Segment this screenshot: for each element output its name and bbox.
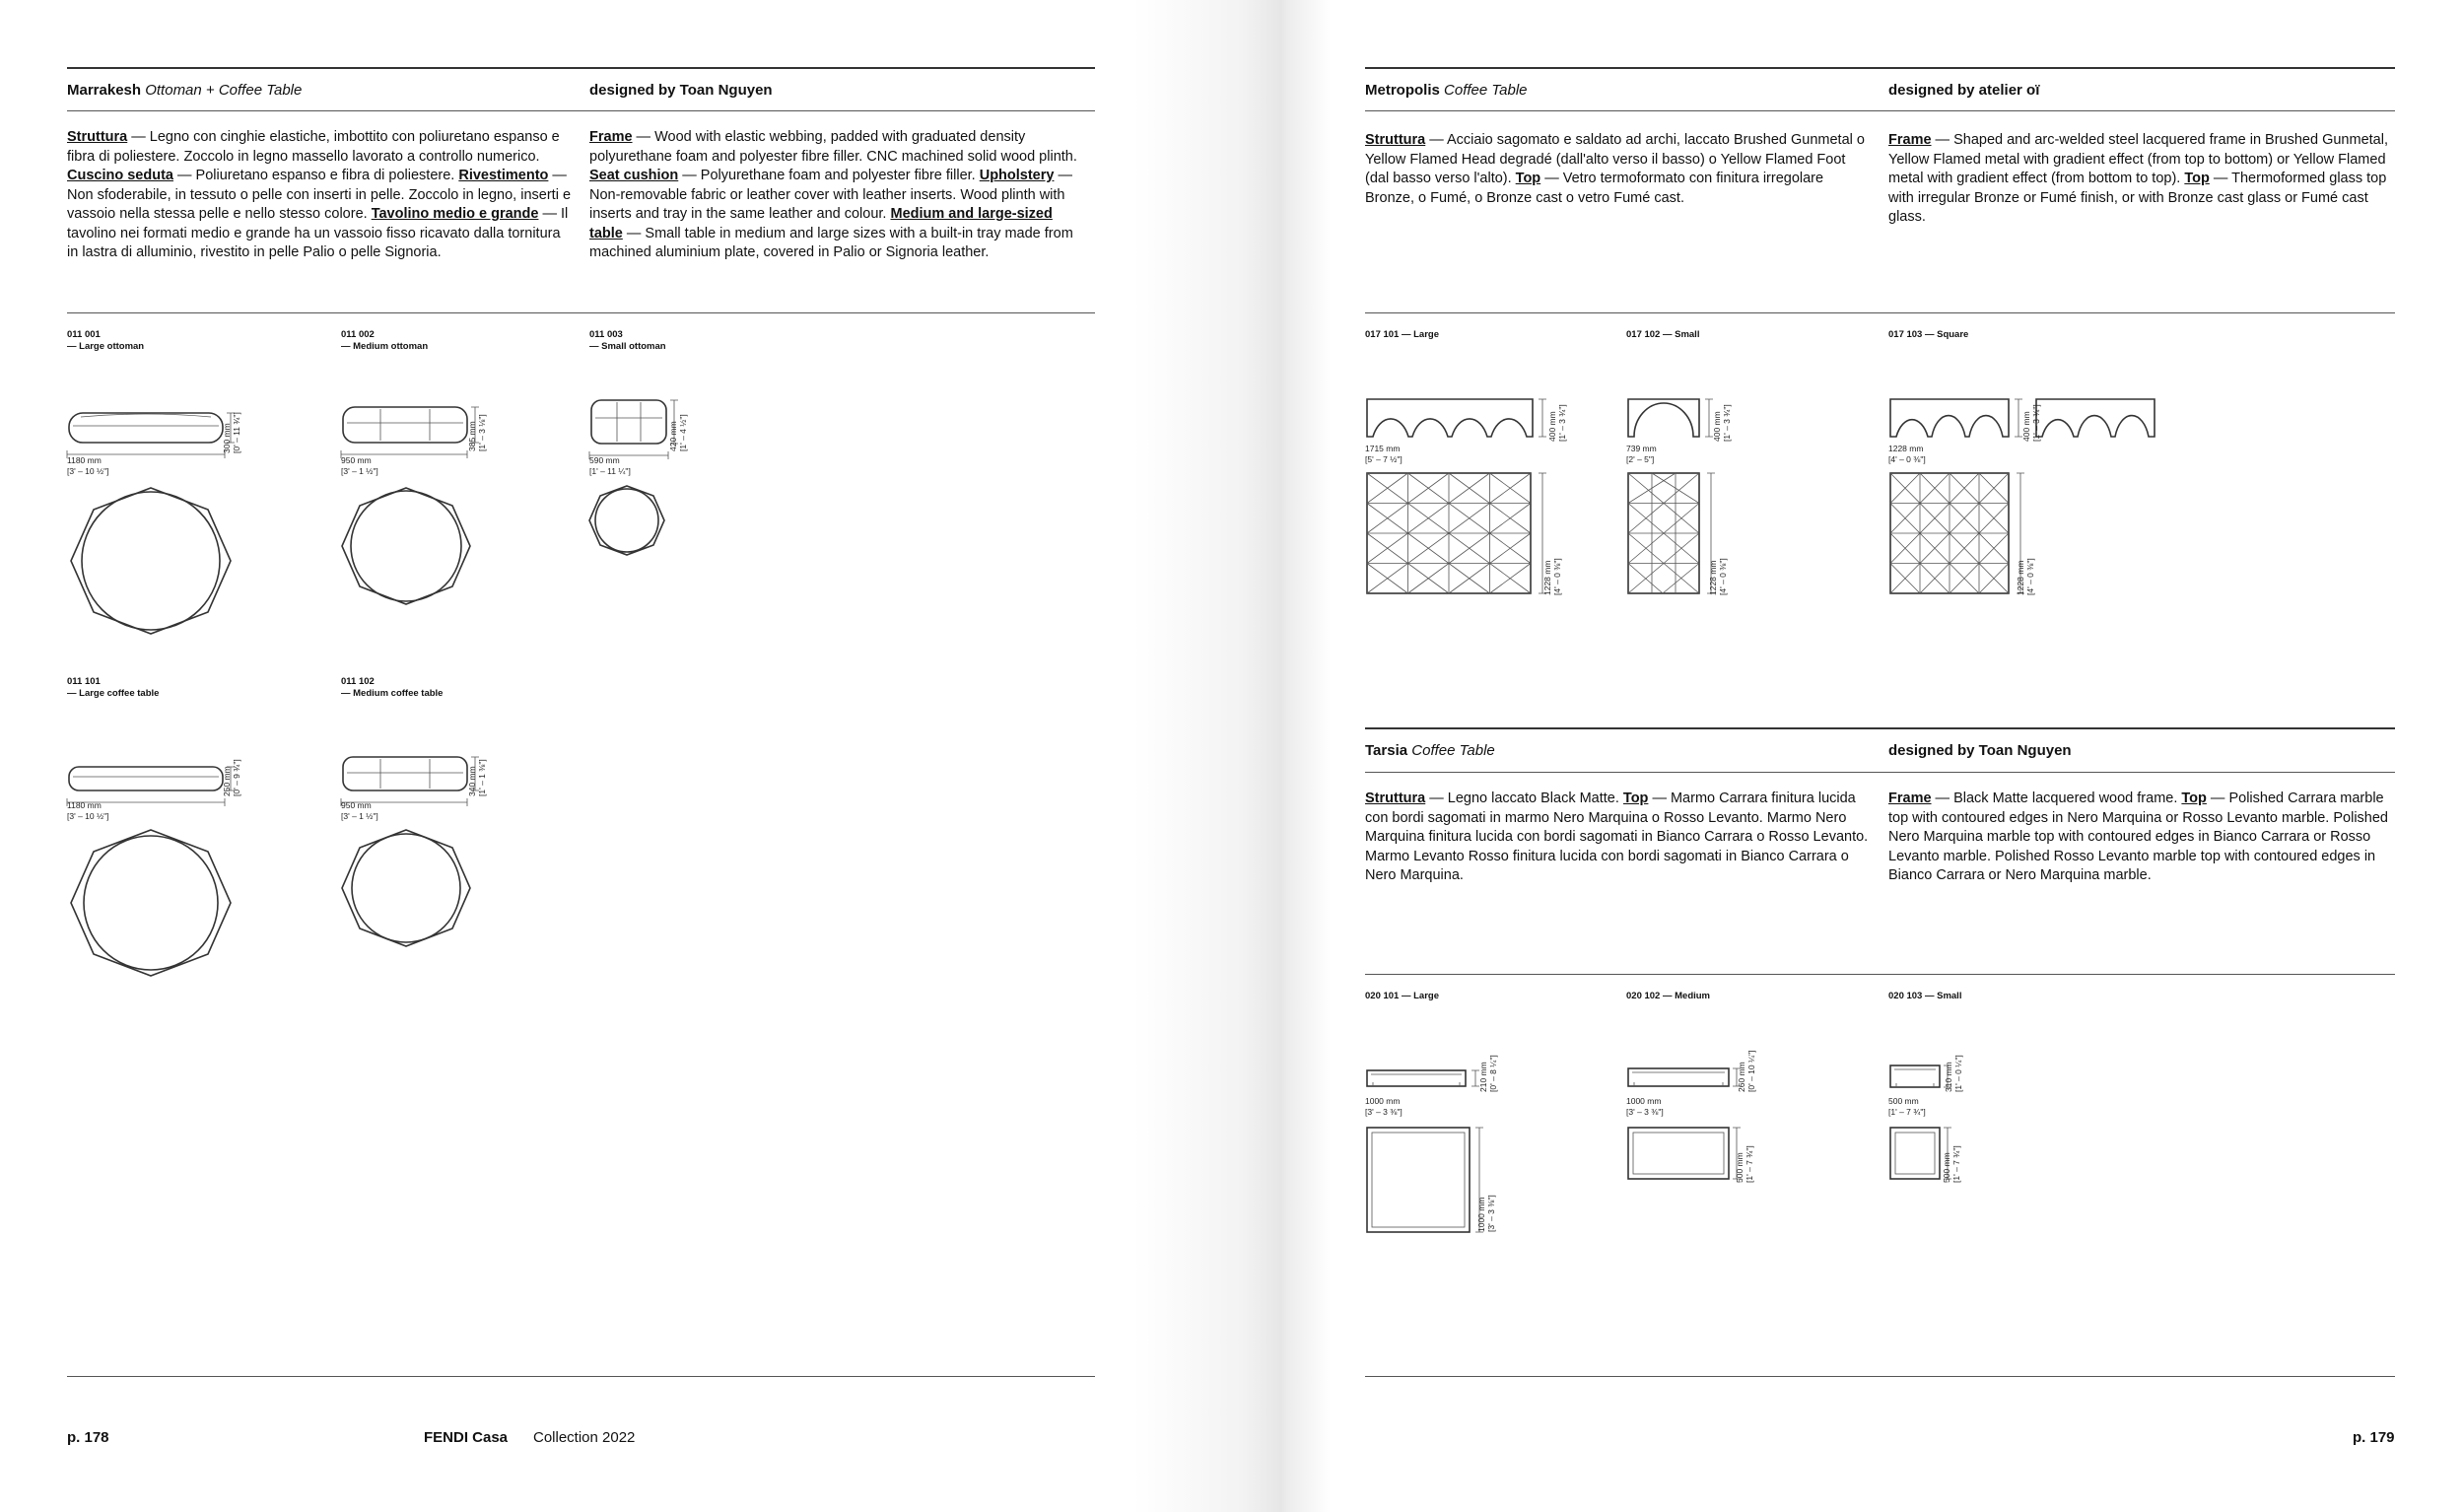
header-rule bbox=[1365, 772, 2395, 773]
width-dim: 739 mm [2' – 5"] bbox=[1626, 444, 1657, 464]
width-dim: 1715 mm [5' – 7 ½"] bbox=[1365, 444, 1403, 464]
header-rule bbox=[67, 110, 1095, 111]
square-table-elevation bbox=[1888, 397, 2076, 442]
large-table-elevation bbox=[1365, 397, 1562, 442]
large-table-plan bbox=[1365, 471, 1562, 599]
width-dim: 500 mm [1' – 7 ¾"] bbox=[1888, 1096, 1926, 1117]
tarsia-medium-elevation bbox=[1626, 1063, 1745, 1094]
depth-dim: 1228 mm [4' – 0 ⅜"] bbox=[1708, 558, 1728, 595]
item-code: 011 003 — Small ottoman bbox=[589, 329, 666, 352]
product-type: Coffee Table bbox=[1444, 82, 1528, 99]
page-number: p. 179 bbox=[2353, 1429, 2395, 1446]
height-dim: 420 mm [1' – 4 ½"] bbox=[668, 414, 688, 451]
depth-dim: 500 mm [1' – 7 ¾"] bbox=[1735, 1145, 1754, 1183]
item-code: 020 103 — Small bbox=[1888, 991, 1962, 1001]
section-rule bbox=[1365, 312, 2395, 313]
brand: FENDI Casa bbox=[424, 1429, 509, 1446]
height-dim: 300 mm [0' – 11 ¾"] bbox=[222, 412, 241, 453]
large-ottoman-elevation bbox=[67, 399, 235, 458]
product-name: Tarsia bbox=[1365, 742, 1408, 759]
height-dim: 385 mm [1' – 3 ⅛"] bbox=[467, 414, 487, 451]
item-code: 017 101 — Large bbox=[1365, 329, 1439, 340]
marrakesh-title bbox=[67, 82, 302, 99]
header-rule bbox=[1365, 110, 2395, 111]
section-rule bbox=[1365, 974, 2395, 975]
width-dim: 1000 mm [3' – 3 ⅜"] bbox=[1626, 1096, 1664, 1117]
item-code: 011 102 — Medium coffee table bbox=[341, 676, 444, 699]
medium-ottoman-elevation bbox=[341, 399, 479, 458]
depth-dim: 1228 mm [4' – 0 ⅜"] bbox=[2016, 558, 2035, 595]
metropolis-description-it: Struttura — Acciaio sagomato e saldato ad archi, laccato Brushed Gunmetal o Yellow Flamed Head degradé (dall'alto verso il basso) o Yellow Flamed Foot (dal basso verso l'alto). Top — Vetro termoformato con finitura irregolare Bronze, o Fumé, o Bronze cast o vetro Fumé cast. bbox=[1365, 132, 1865, 206]
height-dim: 340 mm [1' – 1 ⅜"] bbox=[467, 759, 487, 796]
height-dim: 400 mm [1' – 3 ¾"] bbox=[2021, 404, 2041, 442]
product-type: Coffee Table bbox=[1411, 742, 1495, 759]
footer-rule bbox=[67, 1376, 1095, 1377]
marrakesh-description-it: Struttura — Legno con cinghie elastiche, imbottito con poliuretano espanso e fibra di poliestere. Zoccolo in legno massello lavorato a controllo numerico. Cuscino seduta — Poliuretano espanso e fibra di poliestere. Rivestimento — Non sfoderabile, in tessuto o pelle con inserti in pelle. Zoccolo in legno, inserti e vassoio nella stessa pelle e nello stesso colore. Tavolino medio e grande — Il tavolino nei formati medio e grande ha un vassoio fisso ricavato dalla tornitura in lastra di alluminio, rivestito in pelle Palio o pelle Signoria. bbox=[67, 129, 572, 260]
tarsia-designer: designed by Toan Nguyen bbox=[1888, 742, 2072, 759]
depth-dim: 1228 mm [4' – 0 ⅜"] bbox=[1542, 558, 1562, 595]
marrakesh-description-en: Frame — Wood with elastic webbing, padded with graduated density polyurethane foam and polyester fibre filler. CNC machined solid wood plinth. Seat cushion — Polyurethane foam and polyester fibre filler. Upholstery — Non-removable fabric or leather cover with leather inserts. Wood plinth with inserts and tray in the same leather and colour. Medium and large-sized table — Small table in medium and large sizes with a built-in tray made from machined aluminium plate, covered in Palio or Signoria leather. bbox=[589, 129, 1077, 260]
width-dim: 1180 mm [3' – 10 ½"] bbox=[67, 455, 109, 476]
large-ottoman-plan bbox=[67, 486, 235, 636]
item-code: 011 001 — Large ottoman bbox=[67, 329, 145, 352]
metropolis-description-en: Frame — Shaped and arc-welded steel lacquered frame in Brushed Gunmetal, Yellow Flamed metal with gradient effect (from top to bottom) or Yellow Flamed metal with gradient effect (from bottom to top). Top — Thermoformed glass top with irregular Bronze or Fumé finish, or with Bronze cast glass or Fumé cast glass. bbox=[1888, 132, 2388, 225]
page-number: p. 178 bbox=[67, 1429, 109, 1446]
product-name: Marrakesh bbox=[67, 82, 142, 99]
depth-dim: 500 mm [1' – 7 ¾"] bbox=[1942, 1145, 1961, 1183]
depth-dim: 1000 mm [3' – 3 ⅜"] bbox=[1476, 1195, 1496, 1232]
width-dim: 1180 mm [3' – 10 ½"] bbox=[67, 800, 109, 821]
height-dim: 260 mm [0' – 10 ¼"] bbox=[1737, 1050, 1756, 1092]
medium-coffee-table-plan bbox=[341, 828, 479, 948]
item-code: 020 101 — Large bbox=[1365, 991, 1439, 1001]
small-ottoman-plan bbox=[589, 485, 668, 558]
left-page bbox=[0, 0, 1227, 1512]
tarsia-description-it: Struttura — Legno laccato Black Matte. Top — Marmo Carrara finitura lucida con bordi sagomati in marmo Nero Marquina o Rosso Levanto. Marmo Nero Marquina finitura lucida con bordi sagomati in Bianco Carrara o Rosso Levanto. Marmo Levanto Rosso finitura lucida con bordi sagomati in Bianco Carrara o Nero Marquina. bbox=[1365, 790, 1869, 883]
square-table-plan bbox=[1888, 471, 2036, 599]
collection: Collection 2022 bbox=[533, 1429, 636, 1446]
tarsia-large-elevation bbox=[1365, 1065, 1483, 1094]
height-dim: 310 mm [1' – 0 ¼"] bbox=[1944, 1055, 1963, 1092]
item-code: 011 101 — Large coffee table bbox=[67, 676, 160, 699]
item-code: 017 102 — Small bbox=[1626, 329, 1700, 340]
tarsia-description-en: Frame — Black Matte lacquered wood frame. Top — Polished Carrara marble top with contoured edges in Nero Marquina or Rosso Levanto marble. Polished Nero Marquina marble top with contoured edges in Bianco Carrara or Rosso Levanto marble. Polished Rosso Levanto marble top with contoured edges in Bianco Carrara or Nero Marquina marble. bbox=[1888, 790, 2388, 883]
item-code: 020 102 — Medium bbox=[1626, 991, 1711, 1001]
top-rule bbox=[1365, 67, 2395, 69]
large-coffee-table-plan bbox=[67, 828, 235, 978]
width-dim: 1228 mm [4' – 0 ⅜"] bbox=[1888, 444, 1926, 464]
tarsia-rule bbox=[1365, 727, 2395, 729]
item-code: 017 103 — Square bbox=[1888, 329, 1969, 340]
height-dim: 210 mm [0' – 8 ¼"] bbox=[1478, 1055, 1498, 1092]
top-rule bbox=[67, 67, 1095, 69]
height-dim: 400 mm [1' – 3 ¾"] bbox=[1547, 404, 1567, 442]
width-dim: 590 mm [1' – 11 ¼"] bbox=[589, 455, 631, 476]
medium-ottoman-plan bbox=[341, 486, 479, 606]
width-dim: 950 mm [3' – 1 ½"] bbox=[341, 455, 378, 476]
metropolis-title bbox=[1365, 82, 1528, 99]
width-dim: 1000 mm [3' – 3 ⅜"] bbox=[1365, 1096, 1403, 1117]
tarsia-medium-plan bbox=[1626, 1126, 1745, 1185]
height-dim: 250 mm [0' – 9 ¾"] bbox=[222, 759, 241, 796]
product-name: Metropolis bbox=[1365, 82, 1440, 99]
section-rule bbox=[67, 312, 1095, 313]
tarsia-title bbox=[1365, 742, 1495, 759]
item-code: 011 002 — Medium ottoman bbox=[341, 329, 429, 352]
right-page bbox=[1227, 0, 2463, 1512]
width-dim: 950 mm [3' – 1 ½"] bbox=[341, 800, 378, 821]
product-type: Ottoman + Coffee Table bbox=[145, 82, 303, 99]
marrakesh-designer: designed by Toan Nguyen bbox=[589, 82, 773, 99]
metropolis-designer: designed by atelier oï bbox=[1888, 82, 2040, 99]
height-dim: 400 mm [1' – 3 ¾"] bbox=[1712, 404, 1732, 442]
tarsia-large-plan bbox=[1365, 1126, 1483, 1236]
footer-rule bbox=[1365, 1376, 2395, 1377]
